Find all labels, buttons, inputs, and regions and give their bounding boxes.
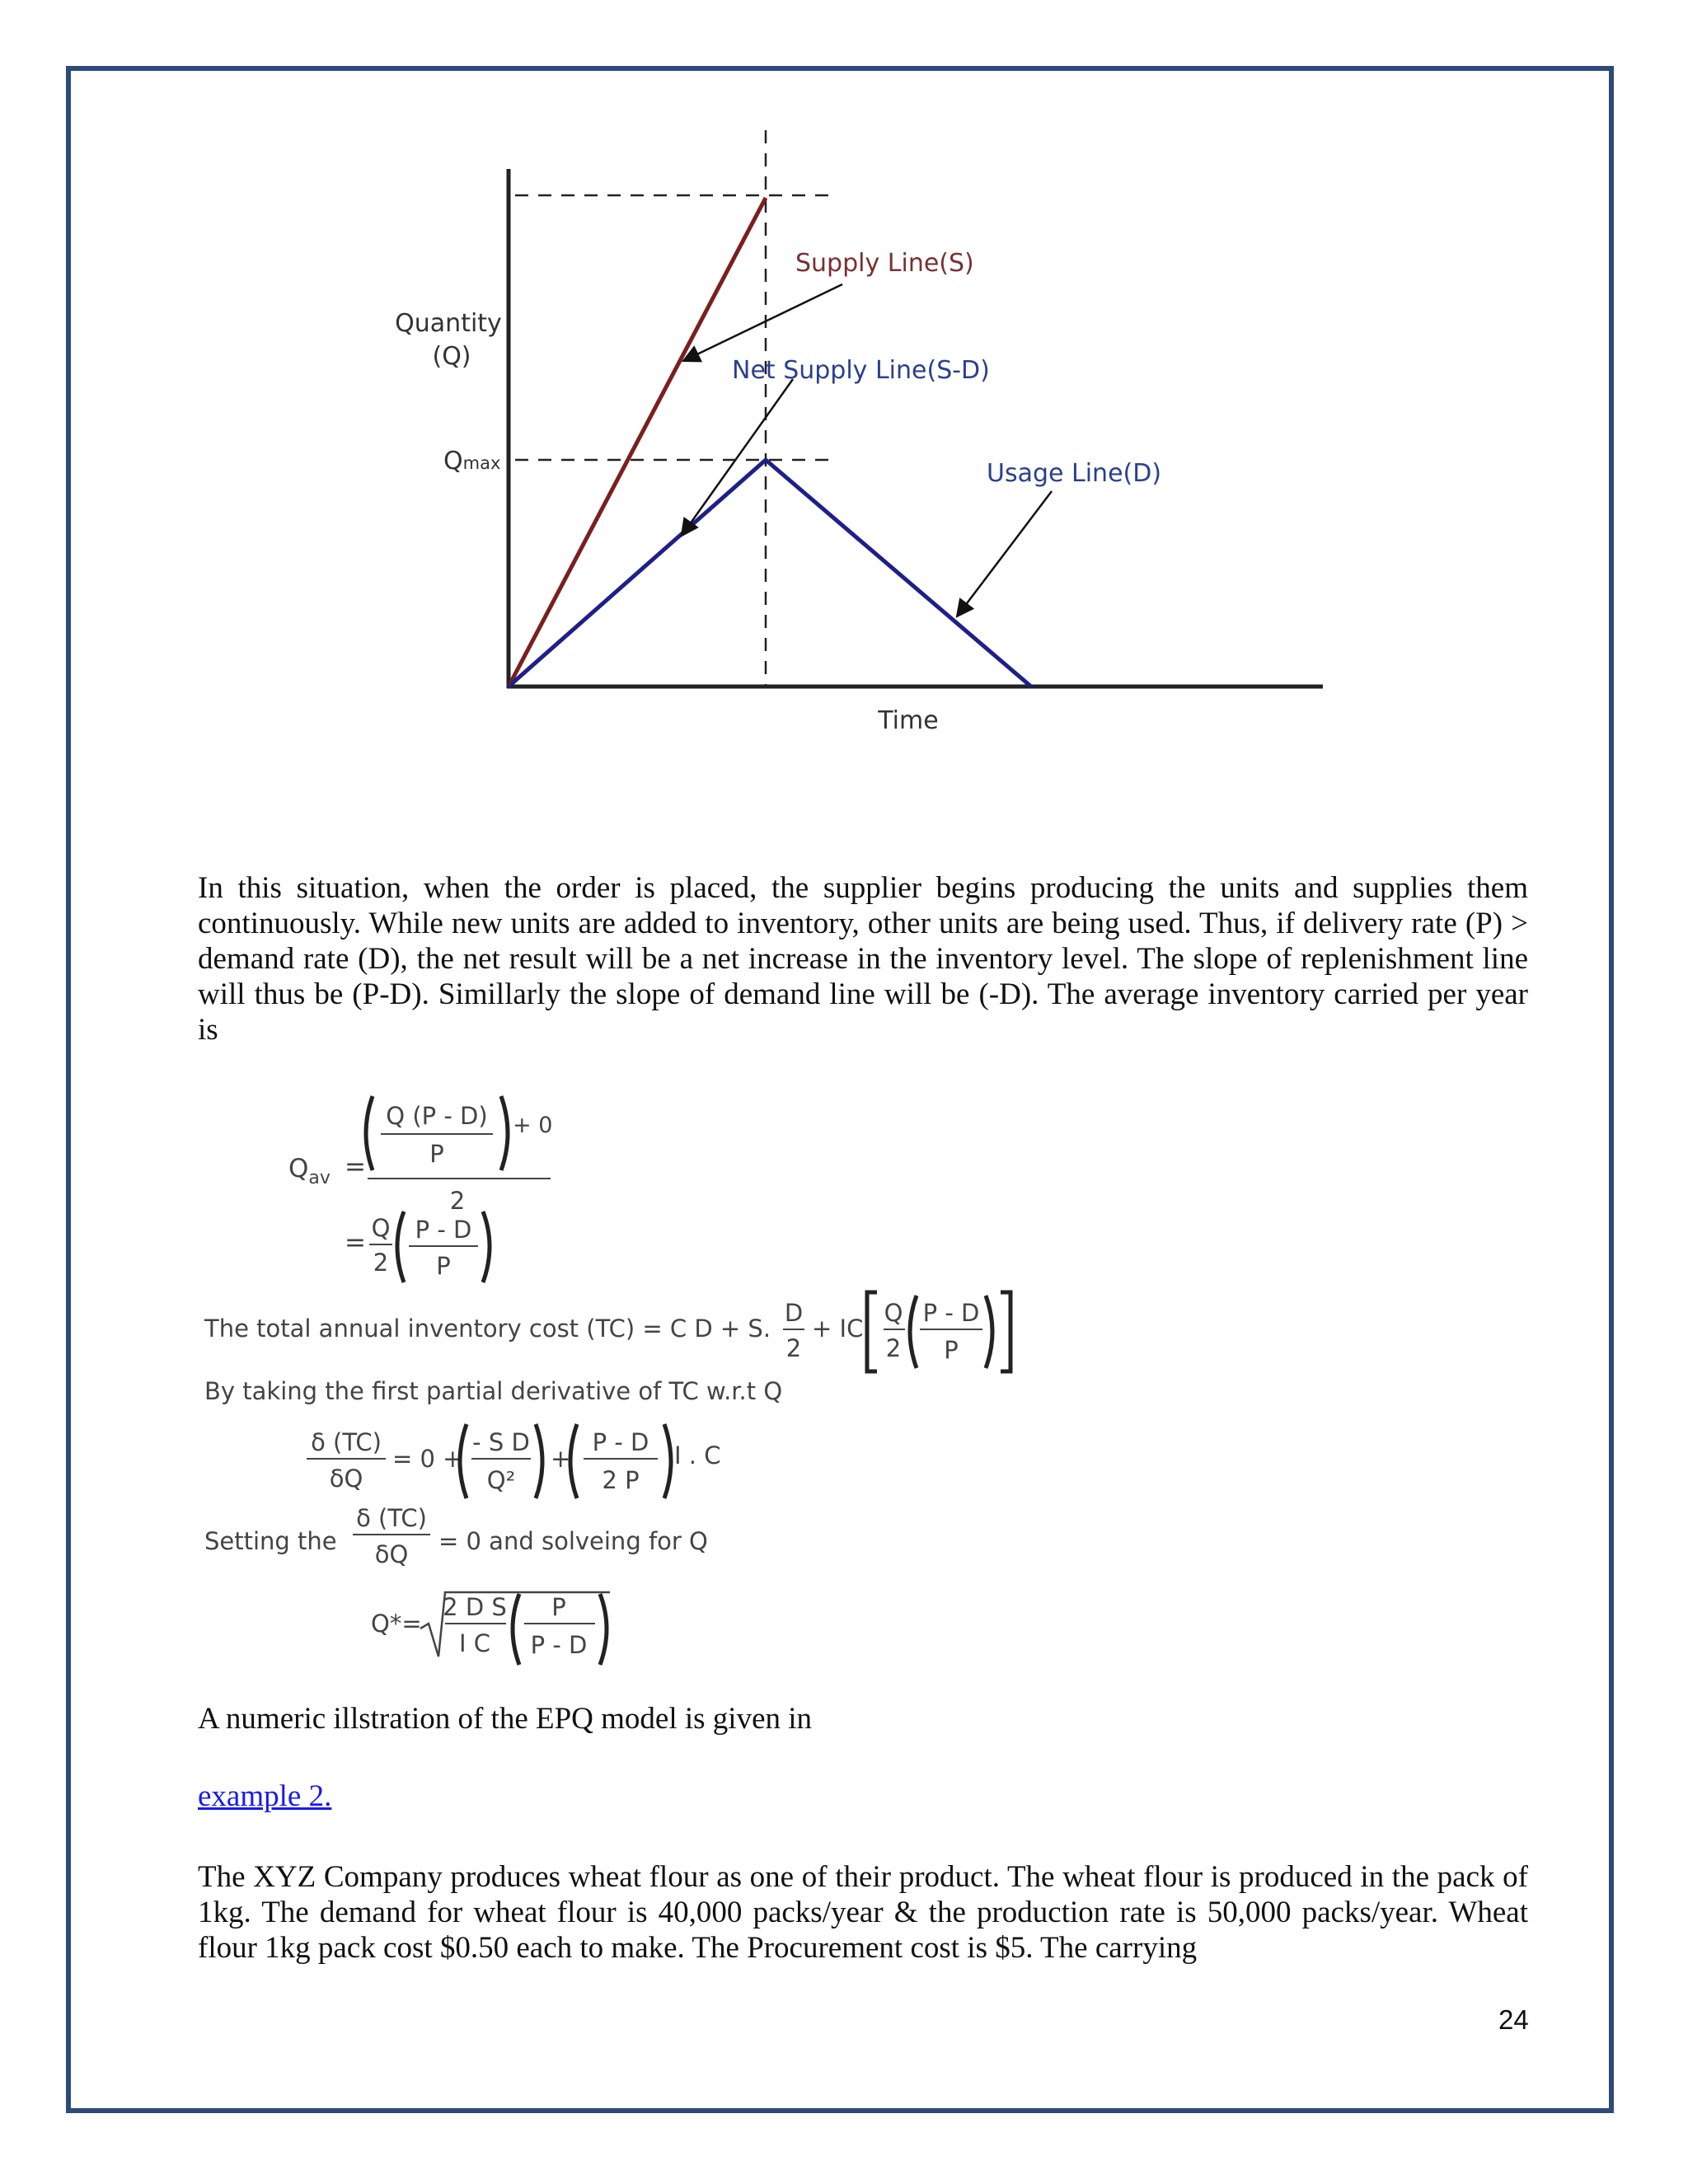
example-2-link[interactable]: example 2.: [198, 1779, 332, 1813]
tc-p: P: [944, 1336, 959, 1364]
two-ds: 2 D S: [443, 1593, 507, 1621]
d-paren-r1: [536, 1424, 542, 1498]
y-axis-label: Quantity: [395, 309, 502, 338]
s-dtc-num: δ (TC): [356, 1504, 427, 1532]
numerator-q-p-d: Q (P - D): [386, 1102, 488, 1130]
right-paren: [501, 1096, 508, 1170]
dtc-num: δ (TC): [311, 1428, 382, 1456]
net-supply-line: [509, 460, 766, 687]
y-axis-label-2: (Q): [432, 342, 471, 371]
paragraph-xyz-company: The XYZ Company produces wheat flour as one of their product. The wheat flour is produced in the pack of 1kg. The demand for wheat flour is 40,000 packs/year & the production rate is 50,000 packs/year. Wheat flour 1kg pack cost $0.50 each to make. The Procurement cost is $5. The carrying: [198, 1860, 1528, 1965]
tc-plus-ic: + IC: [812, 1315, 864, 1343]
supply-arrow: [683, 284, 842, 361]
paragraph-numeric-illustration: A numeric illstration of the EPQ model is given in: [198, 1702, 813, 1736]
eq-zero-plus: = 0 +: [392, 1445, 463, 1473]
tc-p-minus-d: P - D: [922, 1299, 980, 1327]
tc-q-den: 2: [885, 1334, 902, 1362]
p-den: P: [436, 1252, 451, 1280]
d-paren-l1: [460, 1424, 467, 1498]
supply-line: [509, 198, 766, 687]
paren-r2: [483, 1212, 490, 1282]
d-p-minus-d: P - D: [592, 1428, 649, 1456]
setting-text: Setting the: [204, 1527, 337, 1555]
q-paren-r: [600, 1594, 607, 1665]
equations-block: [0, 1088, 1688, 1681]
minus-sd: - S D: [472, 1428, 530, 1456]
ic-tail: I . C: [674, 1441, 721, 1469]
d-paren-l2: [570, 1424, 577, 1498]
tc-paren-r: [986, 1296, 992, 1368]
solving-text: = 0 and solveing for Q: [438, 1527, 708, 1555]
q-over-two-den: 2: [373, 1249, 389, 1277]
q-over-two-num: Q: [371, 1214, 391, 1242]
plus-sign: +: [551, 1445, 571, 1473]
p-minus-d-num: P - D: [415, 1216, 472, 1244]
inventory-diagram: [0, 0, 1688, 783]
usage-line-label: Usage Line(D): [987, 459, 1162, 488]
ic-den: I C: [458, 1629, 491, 1657]
q-squared: Q²: [486, 1466, 516, 1494]
paragraph-epq-intro: In this situation, when the order is placed, the supplier begins producing the units and supplies them continuously. While new units are added to inventory, other units are being used. Thus, if delivery rate (P) > demand rate (D), the net result will be a net increase in the inventory level. The slope of replenishment line will thus be (P-D). Simillarly the slope of demand line will be (-D). The average inventory carried per year is: [198, 871, 1528, 1047]
tc-d-num: D: [784, 1299, 804, 1327]
qmax-label: Qmax: [443, 447, 501, 476]
qstar: Q*=: [371, 1610, 422, 1638]
q-p-minus-d: P - D: [530, 1631, 588, 1659]
usage-line: [766, 460, 1031, 687]
paren-l2: [397, 1212, 404, 1282]
tc-q-num: Q: [884, 1299, 903, 1327]
equals-sign: =: [345, 1152, 366, 1182]
page-number: 24: [1498, 2004, 1529, 2035]
supply-line-label: Supply Line(S): [795, 249, 974, 278]
bracket-r: [1001, 1292, 1010, 1371]
tc-paren-l: [910, 1296, 917, 1368]
net-supply-line-label: Net Supply Line(S-D): [732, 356, 990, 385]
usage-arrow: [957, 491, 1052, 616]
x-axis-label: Time: [878, 706, 939, 735]
denominator-two: 2: [449, 1187, 466, 1215]
q-p: P: [551, 1593, 566, 1621]
s-dtc-den: δQ: [374, 1540, 409, 1568]
derivative-text: By taking the first partial derivative of TC w.r.t Q: [204, 1377, 783, 1405]
bracket-l: [867, 1292, 877, 1371]
plus-zero: + 0: [513, 1113, 553, 1138]
left-paren: [366, 1096, 373, 1170]
d-paren-r2: [664, 1424, 671, 1498]
denominator-p: P: [429, 1140, 444, 1168]
two-p: 2 P: [602, 1466, 640, 1494]
tc-d-den: 2: [785, 1334, 802, 1362]
q-paren-l: [513, 1594, 519, 1665]
tc-text: The total annual inventory cost (TC) = C D + S.: [204, 1315, 771, 1343]
equals-sign-2: =: [345, 1228, 366, 1258]
qav-symbol: $Q_{av}$: [288, 1154, 331, 1188]
dtc-den: δQ: [329, 1465, 363, 1493]
net-supply-arrow: [682, 379, 793, 536]
